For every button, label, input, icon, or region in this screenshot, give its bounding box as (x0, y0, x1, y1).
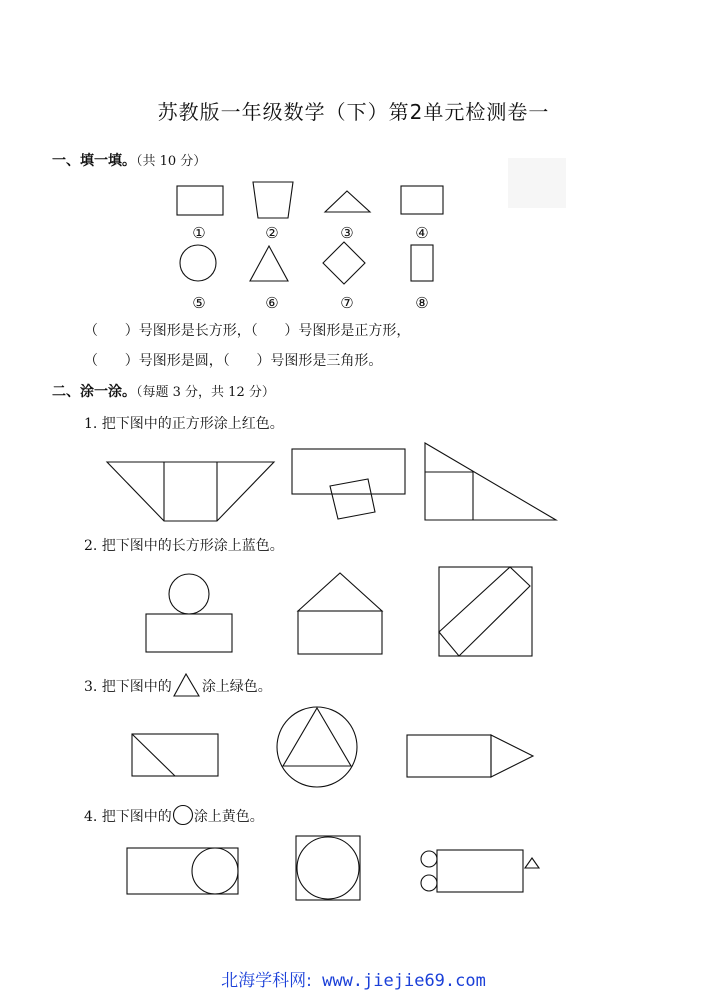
triangle-icon (172, 672, 202, 702)
section-1-title: 一、填一填。 (52, 153, 136, 169)
q2-figure-house (296, 571, 386, 657)
question-3-suffix: 涂上绿色。 (201, 679, 272, 695)
question-3-prefix: 3. 把下图中的 (84, 679, 172, 695)
footer-watermark (0, 966, 707, 991)
shape-2-trapezoid (252, 181, 296, 221)
shape-1-rectangle (176, 185, 226, 217)
shape-number-3: ③ (340, 224, 354, 242)
shape-3-triangle (323, 189, 373, 215)
q3-figure-pencil (405, 733, 537, 779)
q3-figure-rectangle-triangle (130, 732, 220, 778)
shape-number-8: ⑧ (415, 294, 429, 312)
page-title: 苏教版一年级数学（下）第2单元检测卷一 (157, 100, 550, 124)
footer-site-name: 北海学科网: (221, 971, 312, 991)
q1-figure-trapezoid (106, 460, 276, 524)
shape-number-6: ⑥ (265, 294, 279, 312)
shape-number-5: ⑤ (192, 294, 206, 312)
footer-url[interactable]: www.jiejie69.com (311, 971, 486, 991)
question-4-prefix: 4. 把下图中的 (84, 809, 172, 825)
q4-figure-square-circle (294, 834, 362, 902)
section-1-score-note: （共 10 分） (136, 154, 207, 169)
section-2-heading (52, 381, 275, 401)
question-4-suffix: 涂上黄色。 (193, 809, 264, 825)
shape-5-circle (179, 244, 219, 284)
shape-number-4: ④ (415, 224, 429, 242)
circle-icon (172, 804, 194, 830)
shape-6-triangle (248, 244, 292, 284)
shape-number-7: ⑦ (340, 294, 354, 312)
shape-4-rectangle (400, 185, 446, 217)
section-2-title: 二、涂一涂。 (52, 384, 136, 400)
shape-number-1: ① (192, 224, 206, 242)
question-2-text: 2. 把下图中的长方形涂上蓝色。 (84, 538, 284, 554)
faint-watermark-patch (508, 158, 566, 208)
question-1-text: 1. 把下图中的正方形涂上红色。 (84, 416, 284, 432)
q3-figure-circle-triangle (275, 705, 361, 791)
section-2-score-note: （每题 3 分，共 12 分） (136, 385, 275, 400)
q2-figure-circle-rectangle (144, 572, 236, 656)
q4-figure-vehicle (419, 848, 543, 896)
shape-7-square-rotated (321, 240, 369, 288)
q1-figure-rectangle-square (290, 447, 410, 523)
question-4-text (84, 804, 264, 830)
fill-blank-line-1: （ ）号图形是长方形，（ ）号图形是正方形， (84, 323, 411, 339)
question-3-text (84, 672, 272, 702)
q4-figure-rectangle-circle (125, 846, 243, 896)
q1-figure-triangle-square (423, 441, 559, 523)
section-1-heading (52, 150, 206, 170)
shape-8-rectangle (410, 244, 436, 284)
fill-blank-line-2: （ ）号图形是圆，（ ）号图形是三角形。 (84, 353, 383, 369)
q2-figure-square-diagonal-rectangle (437, 565, 535, 659)
shape-number-2: ② (265, 224, 279, 242)
